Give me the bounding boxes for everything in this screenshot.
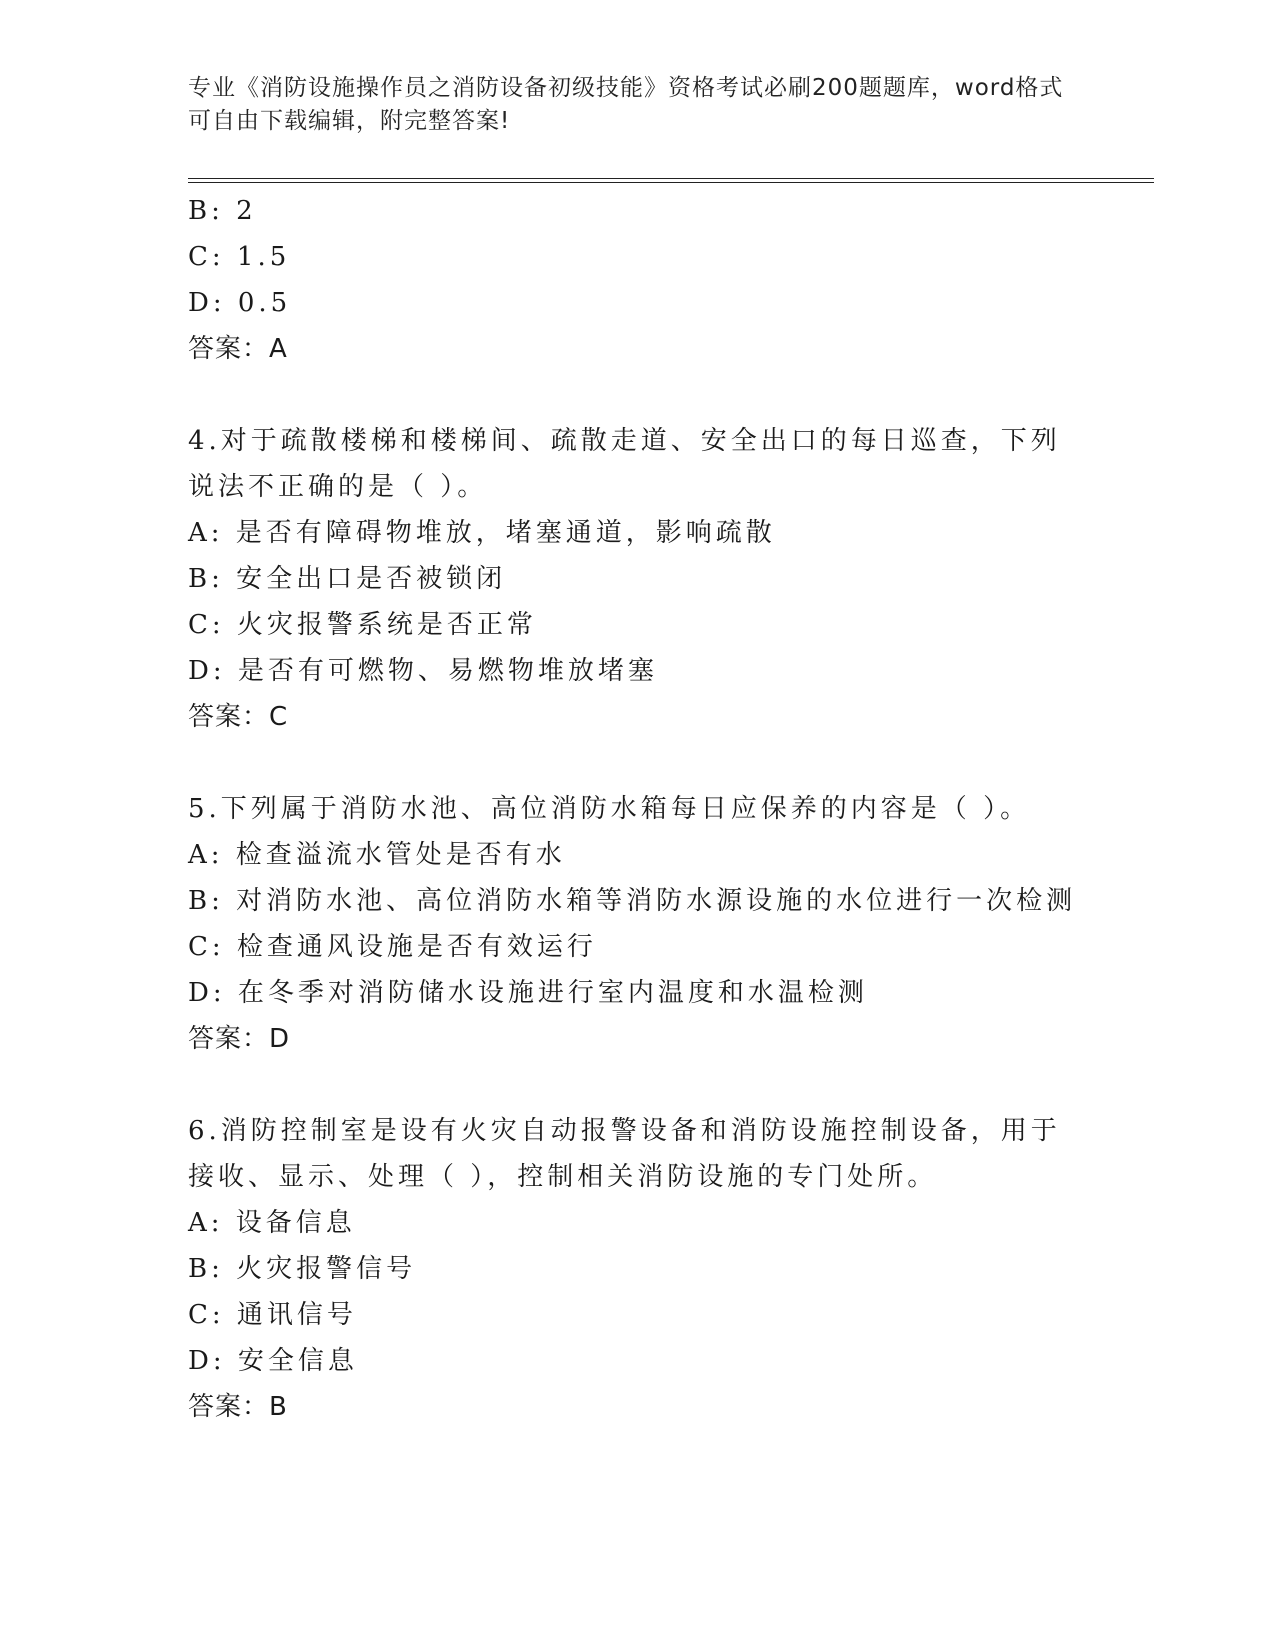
answer: 答案：C — [188, 702, 289, 732]
question-list — [188, 188, 1078, 1430]
option-c: C: 检查通风设施是否有效运行 — [188, 932, 597, 962]
option-a: A: 检查溢流水管处是否有水 — [188, 840, 566, 870]
option-a: A: 是否有障碍物堆放，堵塞通道，影响疏散 — [188, 518, 776, 548]
option-b: B: 2 — [188, 196, 257, 226]
option-b: B: 对消防水池、高位消防水箱等消防水源设施的水位进行一次检测 — [188, 886, 1077, 916]
answer: 答案：A — [188, 334, 288, 364]
document-header — [188, 72, 1068, 138]
option-a: A: 设备信息 — [188, 1208, 356, 1238]
question-4 — [188, 418, 1078, 740]
option-d: D: 0.5 — [188, 288, 292, 318]
option-c: C: 通讯信号 — [188, 1300, 357, 1330]
header-title: 专业《消防设施操作员之消防设备初级技能》资格考试必刷200题题库，word格式可自由下载编辑，附完整答案! — [188, 75, 1064, 134]
question-stem: 5.下列属于消防水池、高位消防水箱每日应保养的内容是（ ）。 — [188, 794, 1031, 824]
question-stem: 6.消防控制室是设有火灾自动报警设备和消防设施控制设备，用于接收、显示、处理（ ），控制相关消防设施的专门处所。 — [188, 1116, 1061, 1192]
option-d: D: 是否有可燃物、易燃物堆放堵塞 — [188, 656, 658, 686]
question-stem: 4.对于疏散楼梯和楼梯间、疏散走道、安全出口的每日巡查，下列说法不正确的是（ ）。 — [188, 426, 1061, 502]
answer: 答案：B — [188, 1392, 288, 1422]
question-5 — [188, 786, 1078, 1062]
answer: 答案：D — [188, 1024, 291, 1054]
option-c: C: 火灾报警系统是否正常 — [188, 610, 537, 640]
question-3-tail — [188, 188, 1078, 372]
option-b: B: 火灾报警信号 — [188, 1254, 417, 1284]
option-d: D: 安全信息 — [188, 1346, 358, 1376]
header-rule-bottom — [188, 182, 1154, 183]
option-d: D: 在冬季对消防储水设施进行室内温度和水温检测 — [188, 978, 868, 1008]
header-rule-top — [188, 178, 1154, 179]
option-c: C: 1.5 — [188, 242, 291, 272]
question-6 — [188, 1108, 1078, 1430]
option-b: B: 安全出口是否被锁闭 — [188, 564, 507, 594]
